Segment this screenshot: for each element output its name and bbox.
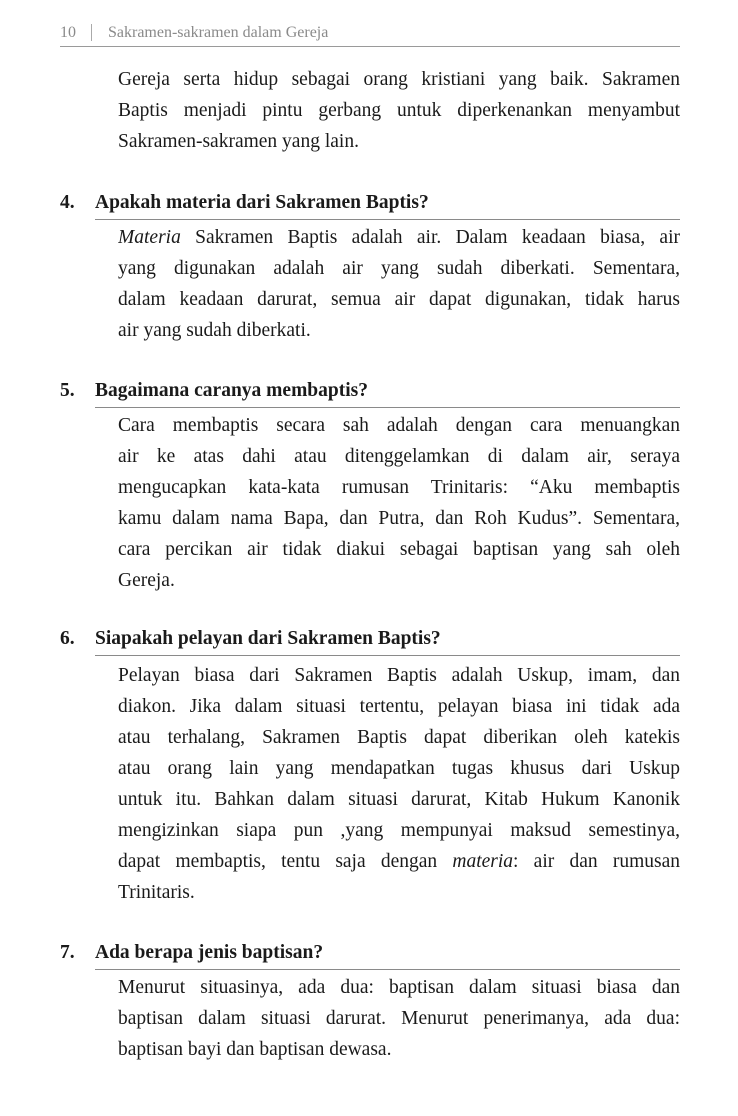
text-segment: cara percikan air tidak diakui sebagai baptisan yang sah oleh [118, 539, 680, 560]
text-segment: dalam keadaan darurat, semua air dapat digunakan, tidak harus [118, 289, 680, 310]
answer-paragraph [118, 660, 680, 908]
heading-rule [95, 655, 680, 656]
page-number: 10 [60, 24, 76, 41]
text-line [118, 534, 680, 565]
text-segment: baptisan dalam situasi darurat. Menurut penerimanya, ada dua: [118, 1008, 680, 1029]
question-number: 4. [60, 192, 75, 213]
intro-paragraph [118, 64, 680, 157]
heading-rule [95, 407, 680, 408]
text-line [118, 1003, 680, 1034]
text-segment: atau orang lain yang mendapatkan tugas khusus dari Uskup [118, 758, 680, 779]
text-segment: Gereja serta hidup sebagai orang kristiani yang baik. Sakramen [118, 69, 680, 90]
text-segment: air ke atas dahi atau ditenggelamkan di dalam air, seraya [118, 446, 680, 467]
text-segment: kamu dalam nama Bapa, dan Putra, dan Roh Kudus”. Sementara, [118, 508, 680, 529]
text-segment: Pelayan biasa dari Sakramen Baptis adalah Uskup, imam, dan [118, 665, 680, 686]
text-segment: air yang sudah diberkati. [118, 320, 311, 341]
text-line [118, 64, 680, 95]
heading-rule [95, 969, 680, 970]
text-segment: untuk itu. Bahkan dalam situasi darurat, Kitab Hukum Kanonik [118, 789, 680, 810]
text-line [118, 691, 680, 722]
text-segment: : air dan rumusan [513, 851, 680, 872]
text-line [118, 815, 680, 846]
text-line [118, 222, 680, 253]
text-line [118, 126, 680, 157]
question-number: 6. [60, 628, 75, 649]
text-segment: Cara membaptis secara sah adalah dengan cara menuangkan [118, 415, 680, 436]
text-segment: Menurut situasinya, ada dua: baptisan dalam situasi biasa dan [118, 977, 680, 998]
text-segment: Sakramen-sakramen yang lain. [118, 131, 359, 152]
header-divider [91, 24, 92, 41]
text-segment: Trinitaris. [118, 882, 195, 903]
text-line [118, 1034, 680, 1065]
question-text: Bagaimana caranya membaptis? [95, 380, 368, 401]
text-line [118, 660, 680, 691]
text-segment: Sakramen Baptis adalah air. Dalam keadaan biasa, air [180, 227, 680, 248]
text-segment: yang digunakan adalah air yang sudah diberkati. Sementara, [118, 258, 680, 279]
text-line [118, 472, 680, 503]
text-line [118, 972, 680, 1003]
emphasized-term: materia [452, 851, 514, 872]
text-line [118, 284, 680, 315]
text-segment: baptisan bayi dan baptisan dewasa. [118, 1039, 392, 1060]
text-line [118, 722, 680, 753]
question-text: Ada berapa jenis baptisan? [95, 942, 324, 963]
text-line [118, 441, 680, 472]
text-line [118, 503, 680, 534]
answer-paragraph [118, 410, 680, 596]
text-line [118, 95, 680, 126]
question-text: Siapakah pelayan dari Sakramen Baptis? [95, 628, 441, 649]
text-line [118, 315, 680, 346]
text-line [118, 410, 680, 441]
text-segment: Gereja. [118, 570, 175, 591]
answer-paragraph [118, 972, 680, 1065]
text-segment: mengizinkan siapa pun ,yang mempunyai maksud semestinya, [118, 820, 680, 841]
question-number: 7. [60, 942, 75, 963]
text-segment: diakon. Jika dalam situasi tertentu, pelayan biasa ini tidak ada [118, 696, 680, 717]
running-header [60, 22, 680, 47]
text-line [118, 565, 680, 596]
text-line [118, 253, 680, 284]
text-line [118, 877, 680, 908]
answer-paragraph [118, 222, 680, 346]
running-title: Sakramen-sakramen dalam Gereja [108, 24, 329, 41]
text-segment: dapat membaptis, tentu saja dengan [118, 851, 453, 872]
text-line [118, 846, 680, 877]
emphasized-term: Materia [118, 227, 181, 248]
heading-rule [95, 219, 680, 220]
text-segment: mengucapkan kata-kata rumusan Trinitaris: “Aku membaptis [118, 477, 680, 498]
text-line [118, 753, 680, 784]
question-number: 5. [60, 380, 75, 401]
question-text: Apakah materia dari Sakramen Baptis? [95, 192, 429, 213]
text-segment: atau terhalang, Sakramen Baptis dapat diberikan oleh katekis [118, 727, 680, 748]
text-segment: Baptis menjadi pintu gerbang untuk diperkenankan menyambut [118, 100, 680, 121]
text-line [118, 784, 680, 815]
